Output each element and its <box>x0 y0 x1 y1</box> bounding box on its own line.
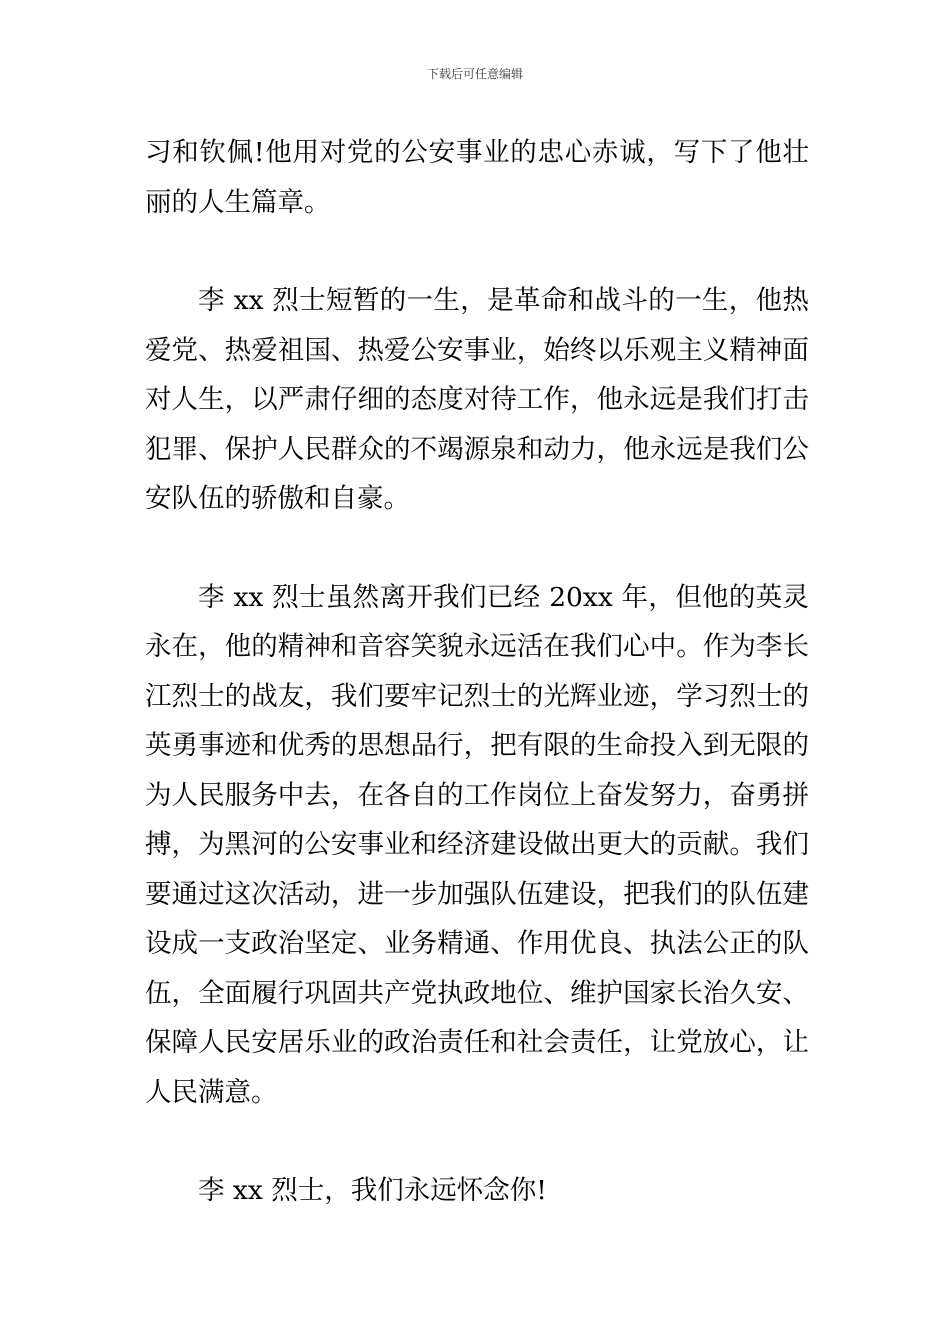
paragraph-legacy: 李 xx 烈士虽然离开我们已经 20xx 年，但他的英灵永在，他的精神和音容笑貌永远活在我们心中。作为李长江烈士的战友，我们要牢记烈士的光辉业迹，学习烈士的英勇事迹和优秀的思想品行，把有限的生命投入到无限的为人民服务中去，在各自的工作岗位上奋发努力，奋勇拼搏，为黑河的公安事业和经济建设做出更大的贡献。我们要通过这次活动，进一步加强队伍建设，把我们的队伍建设成一支政治坚定、业务精通、作用优良、执法公正的队伍，全面履行巩固共产党执政地位、维护国家长治久安、保障人民安居乐业的政治责任和社会责任，让党放心，让人民满意。 <box>145 581 809 1108</box>
paragraph-closing: 李 xx 烈士，我们永远怀念你! <box>198 1175 547 1206</box>
page-header: 下载后可任意编辑 <box>426 67 523 81</box>
paragraph-continuation: 习和钦佩!他用对党的公安事业的忠心赤诚，写下了他壮丽的人生篇章。 <box>145 137 809 218</box>
paragraph-gap <box>145 524 809 573</box>
paragraph-gap <box>145 227 809 276</box>
document-body <box>145 128 809 1216</box>
paragraph-gap <box>145 1117 809 1166</box>
paragraph-tribute: 李 xx 烈士短暂的一生，是革命和战斗的一生，他热爱党、热爱祖国、热爱公安事业，始终以乐观主义精神面对人生，以严肃仔细的态度对待工作，他永远是我们打击犯罪、保护人民群众的不竭源泉和动力，他永远是我们公安队伍的骄傲和自豪。 <box>145 285 809 514</box>
